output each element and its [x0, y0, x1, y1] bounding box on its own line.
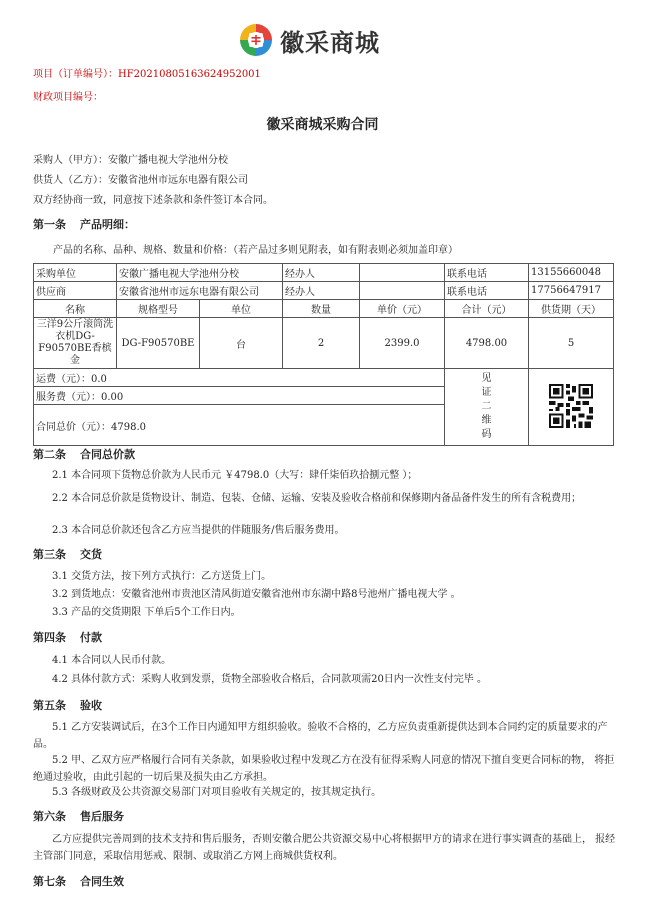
product-table: [33, 263, 614, 446]
item-total: 4798.00: [445, 318, 529, 369]
table-row: [34, 318, 614, 369]
header-days: 供货期（天）: [529, 300, 614, 318]
clause-3-2: 3.2 到货地点：安徽省池州市贵池区清风街道安徽省池州市东湖中路8号池州广播电视大学 。: [52, 589, 461, 600]
section-7-name: 合同生效: [80, 875, 124, 888]
section-5-name: 验收: [80, 699, 102, 712]
finance-label: 财政项目编号：: [33, 92, 103, 103]
clause-4-1: 4.1 本合同以人民币付款。: [52, 655, 172, 666]
section-1-heading: [33, 216, 135, 232]
clause-2-3: 2.3 本合同总价款还包含乙方应当提供的伴随服务/售后服务费用。: [52, 525, 345, 536]
item-qty: 2: [283, 318, 360, 369]
qr-code-cell: [529, 369, 614, 446]
header-unit: 单位: [200, 300, 283, 318]
freight-row: [34, 369, 614, 387]
section-3-name: 交货: [80, 548, 102, 561]
clause-6-1: 乙方应提供完善周到的技术支持和售后服务，否则安徽合肥公共资源交易中心将根据甲方的请求在进行事实调查的基础上， 报经主管部门同意，采取信用惩戒、限制、或取消乙方网上商城供货权利。: [33, 834, 616, 862]
header-model: 规格型号: [117, 300, 200, 318]
qr-code-icon: [549, 384, 593, 428]
header-name: 名称: [34, 300, 117, 318]
buyer-row: [34, 264, 614, 282]
item-days: 5: [529, 318, 614, 369]
supplier-phone-value: 17756647917: [529, 282, 614, 300]
item-name: 三洋9公斤滚筒洗衣机DG-F90570BE香槟金: [34, 318, 117, 369]
header-qty: 数量: [283, 300, 360, 318]
header-total: 合计（元）: [445, 300, 529, 318]
supplier-row: [34, 282, 614, 300]
contract-title: 徽采商城采购合同: [266, 117, 379, 133]
section-4-heading: [33, 629, 102, 645]
section-1-name: 产品明细：: [80, 218, 135, 231]
supplier-phone-label: 联系电话: [445, 282, 529, 300]
clause-4-2: 4.2 具体付款方式：采购人收到发票，货物全部验收合格后，合同款项需20日内一次性支付完毕 。: [52, 674, 487, 685]
item-model: DG-F90570BE: [117, 318, 200, 369]
buyer-line: 采购人（甲方）：安徽广播电视大学池州分校: [33, 155, 228, 166]
brand-logo-icon: [238, 22, 274, 58]
supplier-value: 安徽省池州市远东电器有限公司: [117, 282, 283, 300]
section-5-number: 第五条: [33, 699, 66, 712]
supplier-handler-value: [360, 282, 445, 300]
project-label: 项目（订单编号）：: [33, 69, 118, 80]
section-1-intro: 产品的名称、品种、规格、数量和价格：（若产品过多则见附表，如有附表则必须加盖印章）: [53, 245, 458, 256]
section-5-heading: [33, 697, 102, 713]
project-number-line: [33, 65, 261, 80]
qr-note: [445, 369, 529, 446]
section-7-number: 第七条: [33, 875, 66, 888]
section-2-name: 合同总价款: [80, 448, 135, 461]
supplier-line: 供货人（乙方）：安徽省池州市远东电器有限公司: [33, 175, 248, 186]
header-price: 单价（元）: [360, 300, 445, 318]
item-unit: 台: [200, 318, 283, 369]
clause-2-2: 2.2 本合同总价款是货物设计、制造、包装、仓储、运输、安装及验收合格前和保修期内备品备件发生的所有含税费用；: [52, 493, 582, 504]
buyer-phone-label: 联系电话: [445, 264, 529, 282]
freight-value: 运费（元）：0.0: [34, 369, 445, 387]
supplier-handler-label: 经办人: [283, 282, 360, 300]
section-4-number: 第四条: [33, 631, 66, 644]
project-number: HF20210805163624952001: [118, 69, 261, 80]
section-6-number: 第六条: [33, 810, 66, 823]
section-6-heading: [33, 808, 124, 824]
contract-total-value: 合同总价（元）：4798.0: [34, 405, 445, 446]
clause-5-2: 5.2 甲、乙双方应严格履行合同有关条款，如果验收过程中发现乙方在没有征得采购人同意的情况下擅自变更合同标的物， 将拒绝通过验收，由此引起的一切后果及损失由乙方承担。: [33, 755, 615, 783]
buyer-phone-value: 13155660048: [529, 264, 614, 282]
clause-5-1: 5.1 乙方安装调试后，在3个工作日内通知甲方组织验收。验收不合格的，乙方应负责重新提供达到本合同约定的质量要求的产品。: [33, 722, 608, 750]
table-header-row: [34, 300, 614, 318]
section-3-number: 第三条: [33, 548, 66, 561]
section-2-heading: [33, 446, 135, 462]
section-4-name: 付款: [80, 631, 102, 644]
qr-note-text: 见证二维码: [481, 373, 492, 440]
agreement-line: 双方经协商一致，同意按下述条款和条件签订本合同。: [33, 195, 273, 206]
supplier-label: 供应商: [34, 282, 117, 300]
section-6-name: 售后服务: [80, 810, 124, 823]
buyer-unit-value: 安徽广播电视大学池州分校: [117, 264, 283, 282]
section-2-number: 第二条: [33, 448, 66, 461]
clause-3-3: 3.3 产品的交货期限 下单后5个工作日内。: [52, 607, 241, 618]
service-value: 服务费（元）：0.00: [34, 387, 445, 405]
buyer-unit-label: 采购单位: [34, 264, 117, 282]
item-price: 2399.0: [360, 318, 445, 369]
section-3-heading: [33, 546, 102, 562]
section-1-number: 第一条: [33, 218, 66, 231]
buyer-handler-label: 经办人: [283, 264, 360, 282]
clause-2-1: 2.1 本合同项下货物总价款为人民币元 ￥4798.0（大写：肆仟柒佰玖拾捌元整 ）；: [52, 470, 418, 481]
buyer-handler-value: [360, 264, 445, 282]
brand-name: 徽采商城: [280, 28, 380, 57]
clause-5-3: 5.3 各级财政及公共资源交易部门对项目验收有关规定的，按其规定执行。: [52, 787, 382, 798]
clause-3-1: 3.1 交货方法，按下列方式执行：乙方送货上门。: [52, 571, 272, 582]
section-7-heading: [33, 873, 124, 889]
brand-logo: [238, 22, 398, 58]
